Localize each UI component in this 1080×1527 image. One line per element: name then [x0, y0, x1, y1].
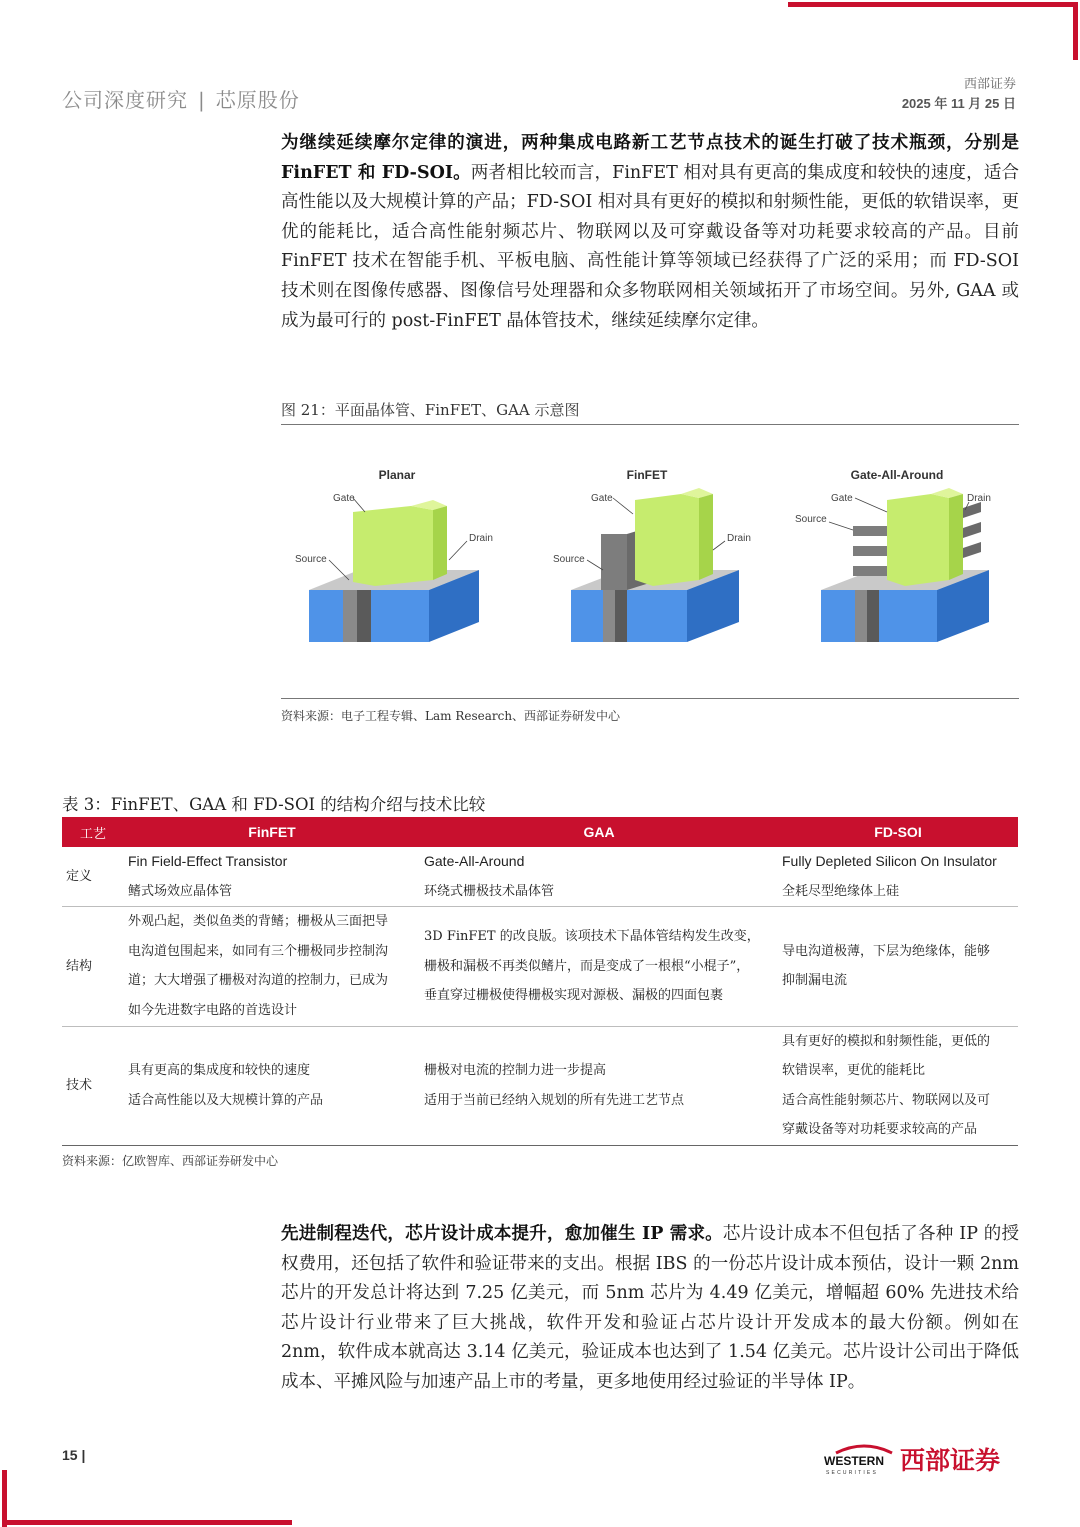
- report-type: 公司深度研究: [62, 88, 188, 112]
- table-row-technology: [62, 1026, 1018, 1145]
- cell-line: 全耗尽型绝缘体上硅: [782, 883, 900, 899]
- gaa-panel: [795, 468, 991, 642]
- logo-sub: SECURITIES: [826, 1470, 879, 1476]
- paragraph-finfet-fdsoi: [281, 129, 1019, 336]
- header-date: 2025 年 11 月 25 日: [901, 96, 1016, 111]
- header-finfet: FinFET: [124, 817, 420, 847]
- cell-line: 导电沟道极薄，下层为绝缘体，能够: [782, 943, 991, 959]
- fdsoi-cell: [778, 1026, 1018, 1145]
- table-row-structure: [62, 907, 1018, 1026]
- logo-en: WESTERN: [824, 1454, 884, 1468]
- corner-decoration-bottom-vertical: [2, 1470, 7, 1527]
- paragraph-body: 芯片设计成本不但包括了各种 IP 的授权费用，还包括了软件和验证带来的支出。根据 IBS 的一份芯片设计成本预估，设计一颗 2nm 芯片的开发总计将达到 7.25 亿美元，而 5nm 芯片为 4.49 亿美元，增幅超 60% 先进技术给芯片设计行业带来了巨大挑战，软件开发和验证占芯片设计开发成本的最大份额。例如在 2nm，软件成本就高达 3.14 亿美元，验证成本也达到了 1.54 亿美元。芯片设计公司出于降低成本、平摊风险与加速产品上市的考量，更多地使用经过验证的半导体 IP。: [281, 1224, 1020, 1392]
- cell-line: 道；大大增强了栅极对沟道的控制力，已成为: [128, 973, 389, 989]
- company-name: 芯原股份: [215, 88, 300, 112]
- channel-stripe-dark: [867, 590, 879, 642]
- cell-line: 电沟道包围起来，如同有三个栅极同步控制沟: [128, 943, 389, 959]
- gate-block: [353, 506, 433, 586]
- logo-cn: 西部证券: [900, 1446, 1001, 1475]
- channel-stripe-dark: [615, 590, 627, 642]
- header-separator: |: [198, 88, 206, 112]
- gate-label: Gate: [591, 493, 613, 504]
- gaa-cell: [420, 1026, 778, 1145]
- paragraph-ip-demand: [281, 1220, 1019, 1398]
- table-source: 资料来源：亿欧智库、西部证券研发中心: [62, 1154, 279, 1168]
- cell-line: 适合高性能以及大规模计算的产品: [128, 1092, 324, 1108]
- cell-line: 栅极和漏极不再类似鳍片，而是变成了一根根“小棍子”，: [424, 958, 750, 974]
- gate-side: [433, 506, 447, 580]
- figure-bottom-rule: [281, 698, 1019, 699]
- corner-decoration-top-vertical: [1073, 2, 1078, 60]
- channel-stripe: [603, 590, 615, 642]
- nanosheet: [853, 526, 887, 536]
- gate-block: [635, 494, 699, 586]
- logo-arc: [836, 1446, 892, 1453]
- cell-line: 适合高性能射频芯片、物联网以及可: [782, 1092, 991, 1108]
- gaa-cell: [420, 907, 778, 1026]
- drain-label: Drain: [727, 533, 751, 544]
- paragraph-lead: 先进制程迭代，芯片设计成本提升，愈加催生 IP 需求。: [281, 1224, 723, 1244]
- cell-line: 垂直穿过栅极使得栅极实现对源极、漏极的四面包裹: [424, 988, 724, 1004]
- finfet-cell: [124, 847, 420, 907]
- report-header: [62, 84, 300, 113]
- gate-label: Gate: [831, 493, 853, 504]
- cell-line: 具有更高的集成度和较快的速度: [128, 1063, 311, 1079]
- panel-title: Planar: [378, 468, 416, 482]
- fin-front: [601, 534, 627, 590]
- figure-source: 资料来源：电子工程专辑、Lam Research、西部证券研发中心: [281, 709, 621, 723]
- cell-line: 外观凸起，类似鱼类的背鳍；栅极从三面把导: [128, 914, 389, 930]
- drain-label: Drain: [469, 533, 493, 544]
- cell-line: Fully Depleted Silicon On Insulator: [782, 853, 997, 869]
- source-label: Source: [795, 514, 827, 525]
- substrate-front: [571, 590, 687, 642]
- header-gaa: GAA: [420, 817, 778, 847]
- fdsoi-cell: [778, 907, 1018, 1026]
- cell-line: 如今先进数字电路的首选设计: [128, 1002, 298, 1018]
- paragraph-lead: 为继续延续摩尔定律的演进，两种集成电路新工艺节点技术的诞生打破了技术瓶颈，分别是 FinFET 和 FD-SOI。: [281, 133, 1019, 183]
- cell-line: Gate-All-Around: [424, 853, 525, 869]
- table-row-definition: [62, 847, 1018, 907]
- channel-stripe: [343, 590, 357, 642]
- panel-title: Gate-All-Around: [850, 468, 944, 482]
- drain-label: Drain: [967, 493, 991, 504]
- row-label: 定义: [62, 847, 124, 907]
- cell-line: 鳍式场效应晶体管: [128, 883, 233, 899]
- transistor-diagram: [281, 430, 1019, 696]
- finfet-cell: [124, 1026, 420, 1145]
- cell-line: 穿戴设备等对功耗要求较高的产品: [782, 1122, 978, 1138]
- panel-title: FinFET: [626, 468, 668, 482]
- nanosheet: [853, 546, 887, 556]
- nanosheet-end: [963, 522, 981, 538]
- gaa-cell: [420, 847, 778, 907]
- table-title: 表 3：FinFET、GAA 和 FD-SOI 的结构介绍与技术比较: [62, 795, 486, 814]
- gate-side: [949, 494, 963, 580]
- corner-decoration-bottom: [2, 1520, 292, 1525]
- channel-stripe: [855, 590, 867, 642]
- cell-line: 抑制漏电流: [782, 973, 848, 989]
- cell-line: 适用于当前已经纳入规划的所有先进工艺节点: [424, 1092, 685, 1108]
- row-label: 结构: [62, 907, 124, 1026]
- source-label: Source: [553, 554, 585, 565]
- nanosheet-end: [963, 502, 981, 518]
- western-securities-logo: [822, 1441, 1018, 1477]
- comparison-table: [62, 817, 1018, 1146]
- cell-line: Fin Field-Effect Transistor: [128, 853, 288, 869]
- figure-top-rule: [281, 424, 1019, 425]
- nanosheet: [853, 566, 887, 576]
- figure-caption: 图 21：平面晶体管、FinFET、GAA 示意图: [281, 401, 580, 419]
- header-publisher: 西部证券: [963, 77, 1016, 92]
- channel-stripe-dark: [357, 590, 371, 642]
- gate-block: [887, 494, 949, 586]
- planar-panel: [295, 468, 493, 642]
- nanosheet-end: [963, 542, 981, 558]
- header-process: 工艺: [62, 817, 124, 847]
- header-fdsoi: FD-SOI: [778, 817, 1018, 847]
- cell-line: 软错误率，更优的能耗比: [782, 1063, 926, 1079]
- gate-side: [699, 494, 713, 580]
- gate-label: Gate: [333, 493, 355, 504]
- paragraph-body: 两者相比较而言，FinFET 相对具有更高的集成度和较快的速度，适合高性能以及大规模计算的产品；FD-SOI 相对具有更好的模拟和射频性能，更低的软错误率，更优的能耗比，适合高性能射频芯片、物联网以及可穿戴设备等对功耗要求较高的产品。目前 FinFET 技术在智能手机、平板电脑、高性能计算等领域已经获得了广泛的采用；而 FD-SOI 技术则在图像传感器、图像信号处理器和众多物联网相关领域拓开了市场空间。另外, GAA 或成为最可行的 post-FinFET 晶体管技术，继续延续摩尔定律。: [281, 162, 1019, 331]
- finfet-cell: [124, 907, 420, 1026]
- source-label: Source: [295, 554, 327, 565]
- cell-line: 环绕式栅极技术晶体管: [424, 883, 555, 899]
- fdsoi-cell: [778, 847, 1018, 907]
- cell-line: 具有更好的模拟和射频性能，更低的: [782, 1033, 991, 1049]
- cell-line: 3D FinFET 的改良版。该项技术下晶体管结构发生改变，: [424, 928, 760, 944]
- cell-line: 栅极对电流的控制力进一步提高: [424, 1063, 607, 1079]
- page-number: 15 |: [62, 1447, 86, 1463]
- row-label: 技术: [62, 1026, 124, 1145]
- finfet-panel: [553, 468, 751, 642]
- corner-decoration-top: [788, 2, 1078, 7]
